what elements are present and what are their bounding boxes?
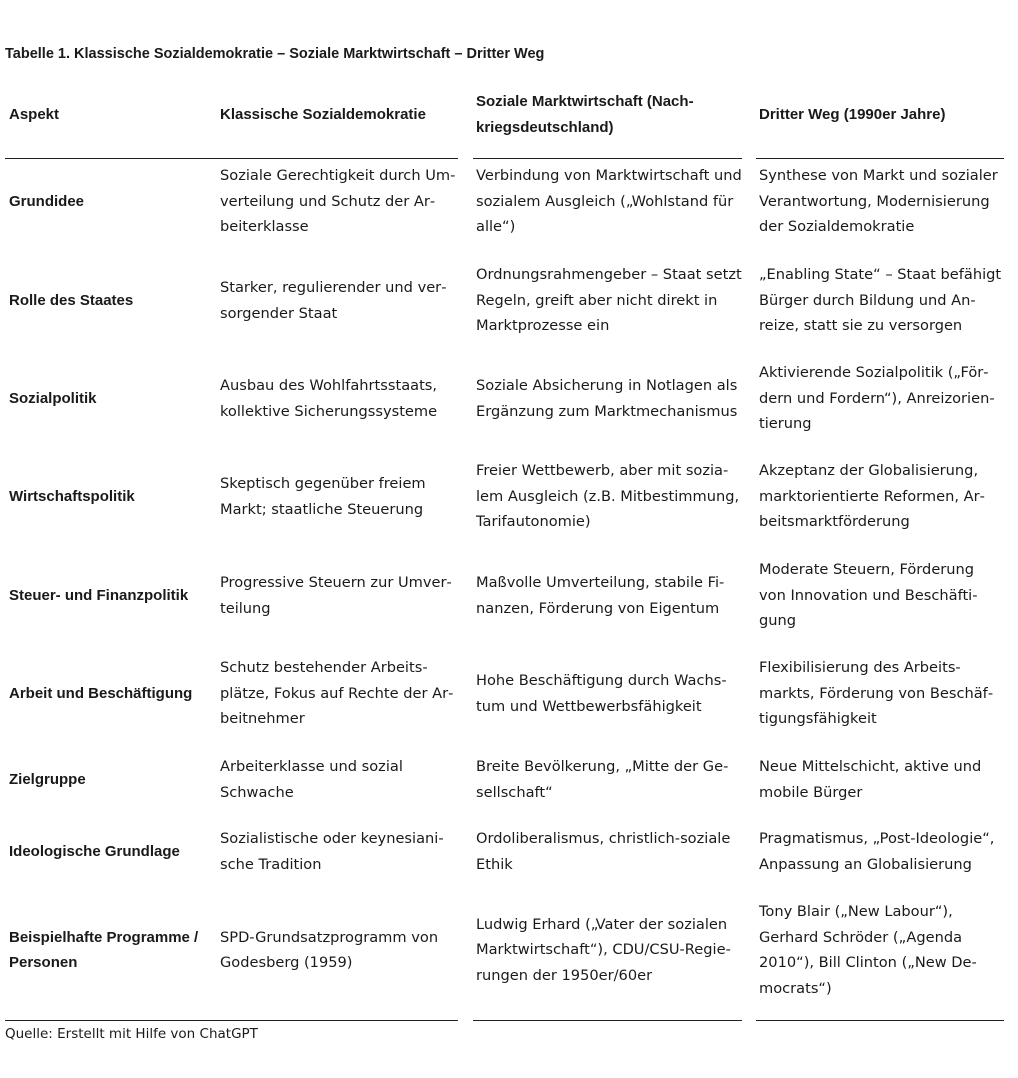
table-row [0, 825, 1018, 878]
cell-dritter-weg: Tony Blair („New Labour“), Gerhard Schröder („Agenda 2010“), Bill Clinton („New Democrats“) [759, 903, 977, 997]
row-aspect: Ideologische Grundlage [9, 842, 180, 860]
cell-dritter-weg: Synthese von Markt und sozialer Verantwortung, Modernisierung der Sozialdemokratie [759, 167, 998, 236]
cell-klassisch: Schutz bestehender Arbeitsplätze, Fokus auf Rechte der Arbeitnehmer [220, 659, 454, 728]
table-row [0, 556, 1018, 635]
cell-klassisch: Sozialistische oder keynesianische Tradition [220, 830, 444, 873]
cell-marktwirtschaft: Hohe Beschäftigung durch Wachstum und Wettbewerbsfähigkeit [476, 672, 727, 715]
table-row [0, 261, 1018, 340]
cell-dritter-weg: Pragmatismus, „Post-Ideologie“, Anpassung an Globalisierung [759, 830, 995, 873]
cell-marktwirtschaft: Soziale Absicherung in Notlagen als Ergänzung zum Marktmechanismus [476, 377, 738, 420]
cell-marktwirtschaft: Ludwig Erhard („Vater der sozialen Marktwirtschaft“), CDU/CSU-Regierungen der 1950er/60er [476, 915, 731, 984]
bottom-rule-left [5, 1020, 458, 1021]
table-row [0, 457, 1018, 536]
cell-dritter-weg: Neue Mittelschicht, aktive und mobile Bürger [759, 758, 982, 801]
row-aspect: Beispielhafte Programme / Personen [9, 928, 199, 971]
cell-klassisch: Ausbau des Wohlfahrtsstaats, kollektive Sicherungssysteme [220, 377, 438, 420]
table-row [0, 898, 1018, 1002]
cell-klassisch: Starker, regulierender und versorgender Staat [220, 279, 447, 322]
cell-dritter-weg: „Enabling State“ – Staat befähigt Bürger durch Bildung und Anreize, statt sie zu versorgen [759, 266, 1002, 335]
cell-marktwirtschaft: Ordoliberalismus, christlich-soziale Ethik [476, 830, 731, 873]
cell-dritter-weg: Flexibilisierung des Arbeitsmarkts, Förderung von Beschäftigungsfähigkeit [759, 659, 994, 728]
cell-marktwirtschaft: Breite Bevölkerung, „Mitte der Gesellschaft“ [476, 758, 729, 801]
row-aspect: Wirtschaftspolitik [9, 487, 135, 505]
table-title: Tabelle 1. Klassische Sozialdemokratie – Soziale Marktwirtschaft – Dritter Weg [5, 46, 545, 62]
header-aspekt: Aspekt [9, 106, 60, 123]
cell-marktwirtschaft: Verbindung von Marktwirtschaft und sozialem Ausgleich („Wohlstand für alle“) [476, 167, 742, 236]
bottom-rule-right [756, 1020, 1004, 1021]
header-rule-middle [473, 158, 742, 159]
cell-marktwirtschaft: Maßvolle Umverteilung, stabile Finanzen, Förderung von Eigentum [476, 574, 725, 617]
source-note: Quelle: Erstellt mit Hilfe von ChatGPT [5, 1026, 258, 1042]
cell-klassisch: SPD-Grundsatzprogramm von Godesberg (1959) [220, 928, 439, 971]
cell-dritter-weg: Moderate Steuern, Förderung von Innovation und Beschäftigung [759, 561, 978, 630]
cell-dritter-weg: Aktivierende Sozialpolitik („Fördern und Fordern“), Anreizorientierung [759, 364, 995, 433]
cell-dritter-weg: Akzeptanz der Globalisierung, marktorientierte Reformen, Arbeitsmarktförderung [759, 462, 985, 531]
header-rule-right [756, 158, 1004, 159]
cell-klassisch: Arbeiterklasse und sozial Schwache [220, 758, 403, 801]
cell-marktwirtschaft: Ordnungsrahmengeber – Staat setzt Regeln, greift aber nicht direkt in Marktprozesse ein [476, 266, 742, 335]
row-aspect: Rolle des Staates [9, 291, 134, 309]
bottom-rule-middle [473, 1020, 742, 1021]
row-aspect: Sozialpolitik [9, 389, 97, 407]
row-aspect: Zielgruppe [9, 770, 86, 788]
cell-klassisch: Progressive Steuern zur Umverteilung [220, 574, 452, 617]
row-aspect: Steuer- und Finanzpolitik [9, 586, 189, 604]
table-row [0, 162, 1018, 241]
row-aspect: Grundidee [9, 192, 85, 210]
cell-marktwirtschaft: Freier Wettbewerb, aber mit sozialem Ausgleich (z.B. Mitbestimmung, Tarifautonomie) [476, 462, 740, 531]
header-rule-left [5, 158, 458, 159]
header-dritter-weg: Dritter Weg (1990er Jahre) [759, 106, 946, 123]
cell-klassisch: Soziale Gerechtigkeit durch Umverteilung und Schutz der Arbeiterklasse [220, 167, 456, 236]
header-soziale-marktwirtschaft: Soziale Marktwirtschaft (Nachkriegsdeutschland) [476, 93, 694, 136]
row-aspect: Arbeit und Beschäftigung [9, 684, 193, 702]
table-row [0, 359, 1018, 438]
table-row [0, 654, 1018, 733]
cell-klassisch: Skeptisch gegenüber freiem Markt; staatliche Steuerung [220, 475, 426, 518]
header-klassische-sozialdemokratie: Klassische Sozialdemokratie [220, 106, 426, 123]
table-row [0, 753, 1018, 806]
